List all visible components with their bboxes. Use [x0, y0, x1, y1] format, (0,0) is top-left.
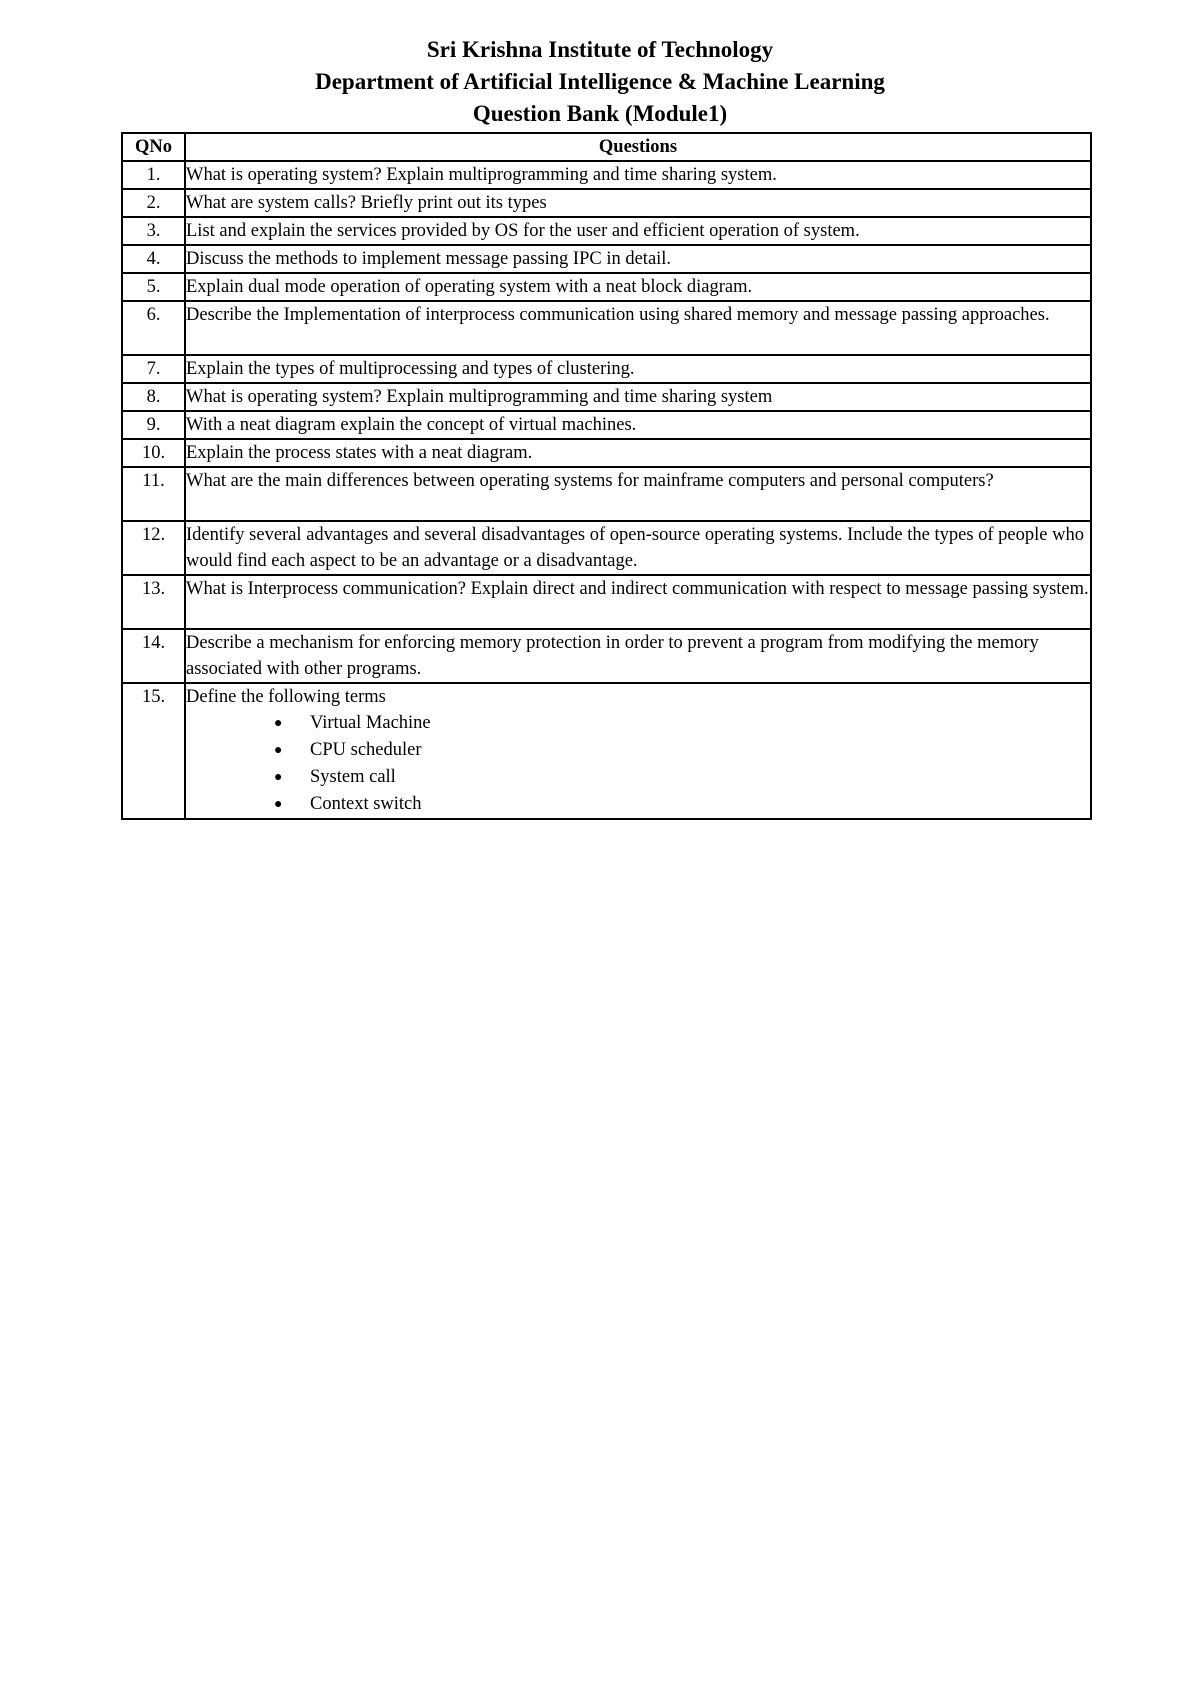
question-number: 2. [122, 189, 185, 217]
question-number: 9. [122, 411, 185, 439]
table-row [122, 161, 1091, 189]
question-text: List and explain the services provided by OS for the user and efficient operation of system. [185, 217, 1091, 245]
question-text: Explain the process states with a neat diagram. [185, 439, 1091, 467]
document-title: Question Bank (Module1) [472, 101, 728, 126]
bullet-icon: ● [274, 797, 283, 812]
question-text: What are the main differences between operating systems for mainframe computers and personal computers? [185, 467, 1091, 521]
question-number: 7. [122, 355, 185, 383]
table-row [122, 355, 1091, 383]
department-name: Department of Artificial Intelligence & Machine Learning [315, 69, 885, 94]
question-number: 1. [122, 161, 185, 189]
table-row [122, 575, 1091, 629]
institute-name: Sri Krishna Institute of Technology [426, 37, 774, 62]
term-text: Context switch [310, 794, 422, 814]
question-text: Explain dual mode operation of operating system with a neat block diagram. [185, 273, 1091, 301]
table-row [122, 189, 1091, 217]
question-text: With a neat diagram explain the concept of virtual machines. [185, 411, 1091, 439]
table-row [122, 467, 1091, 521]
term-text: System call [310, 767, 396, 787]
question-number: 15. [122, 683, 185, 819]
question-number: 10. [122, 439, 185, 467]
column-header-questions: Questions [185, 133, 1091, 161]
question-text: Discuss the methods to implement message passing IPC in detail. [185, 245, 1091, 273]
question-cell [185, 683, 1091, 819]
list-item [186, 791, 1090, 818]
question-number: 6. [122, 301, 185, 355]
table-row [122, 301, 1091, 355]
bullet-icon: ● [274, 743, 283, 758]
column-header-qno: QNo [122, 133, 185, 161]
terms-list [186, 710, 1090, 818]
question-text: Identify several advantages and several disadvantages of open-source operating systems. Include the types of people who would find each aspect to be an advantage or a disadvantage. [185, 521, 1091, 575]
bullet-icon: ● [274, 716, 283, 731]
table-row [122, 245, 1091, 273]
document-header [0, 34, 1200, 130]
question-text: Define the following terms [186, 687, 386, 707]
question-number: 5. [122, 273, 185, 301]
question-number: 4. [122, 245, 185, 273]
question-text: What are system calls? Briefly print out its types [185, 189, 1091, 217]
question-text: Describe a mechanism for enforcing memory protection in order to prevent a program from modifying the memory associated with other programs. [185, 629, 1091, 683]
table-row [122, 383, 1091, 411]
question-number: 8. [122, 383, 185, 411]
question-table [121, 132, 1092, 820]
table-row [122, 273, 1091, 301]
question-text: What is Interprocess communication? Explain direct and indirect communication with respect to message passing system. [185, 575, 1091, 629]
question-number: 12. [122, 521, 185, 575]
list-item [186, 737, 1090, 764]
question-number: 13. [122, 575, 185, 629]
table-header-row [122, 133, 1091, 161]
question-text: What is operating system? Explain multiprogramming and time sharing system [185, 383, 1091, 411]
table-row [122, 439, 1091, 467]
question-number: 3. [122, 217, 185, 245]
bullet-icon: ● [274, 770, 283, 785]
table-row [122, 683, 1091, 819]
question-number: 11. [122, 467, 185, 521]
list-item [186, 764, 1090, 791]
question-text: Explain the types of multiprocessing and types of clustering. [185, 355, 1091, 383]
question-text: Describe the Implementation of interprocess communication using shared memory and message passing approaches. [185, 301, 1091, 355]
table-row [122, 217, 1091, 245]
table-row [122, 411, 1091, 439]
table-row [122, 629, 1091, 683]
question-number: 14. [122, 629, 185, 683]
list-item [186, 710, 1090, 737]
term-text: CPU scheduler [310, 740, 422, 760]
table-row [122, 521, 1091, 575]
question-text: What is operating system? Explain multiprogramming and time sharing system. [185, 161, 1091, 189]
term-text: Virtual Machine [310, 713, 431, 733]
